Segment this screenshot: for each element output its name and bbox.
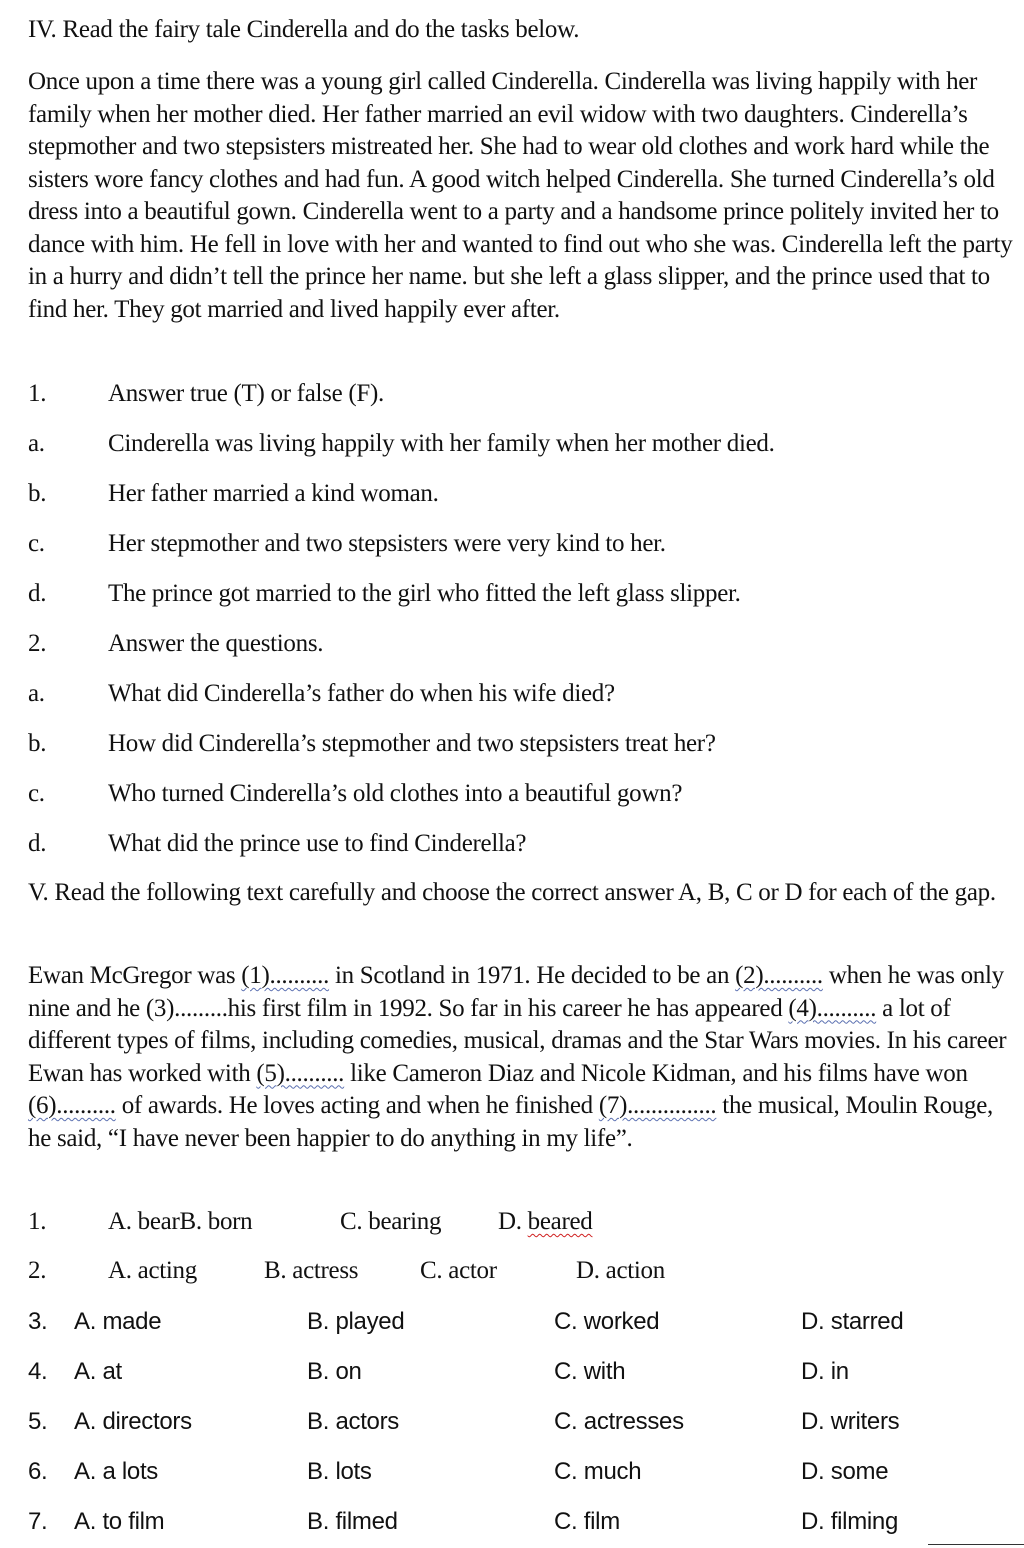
option-b: B. on [307, 1358, 362, 1385]
option-c: C. actresses [554, 1408, 684, 1435]
item-letter: c. [28, 530, 45, 557]
option-b: B. filmed [307, 1508, 398, 1535]
gap-1: (1).......... [241, 962, 330, 989]
option-number: 2. [28, 1257, 47, 1284]
option-b: B. actors [307, 1408, 399, 1435]
ewan-mcgregor-passage [28, 960, 1013, 1155]
item-text: Who turned Cinderella’s old clothes into a beautiful gown? [108, 780, 683, 807]
option-number: 3. [28, 1308, 48, 1335]
item-text: Cinderella was living happily with her family when her mother died. [108, 430, 775, 457]
gap-5: (5).......... [256, 1059, 345, 1087]
option-number: 4. [28, 1358, 48, 1385]
passage-text: Ewan McGregor was [28, 962, 242, 989]
option-b: B. played [307, 1308, 405, 1335]
option-a: A. made [74, 1308, 162, 1335]
item-letter: d. [28, 830, 47, 857]
option-c: C. bearing [340, 1208, 442, 1235]
item-letter: c. [28, 780, 45, 807]
passage-text: in Scotland in 1971. He decided to be an [329, 962, 736, 989]
option-d: D. writers [801, 1408, 900, 1435]
item-text: Her father married a kind woman. [108, 480, 439, 507]
option-a: A. at [74, 1358, 122, 1385]
item-letter: b. [28, 480, 47, 507]
section-4-heading: IV. Read the fairy tale Cinderella and do the tasks below. [28, 16, 580, 43]
option-c: C. with [554, 1358, 626, 1385]
item-text: The prince got married to the girl who fitted the left glass slipper. [108, 580, 741, 607]
option-c: C. much [554, 1458, 642, 1485]
option-c: C. film [554, 1508, 620, 1535]
divider-line [928, 1544, 1024, 1545]
option-a: A. to film [74, 1508, 165, 1535]
section-5-heading: V. Read the following text carefully and choose the correct answer A, B, C or D for each of the gap. [28, 879, 996, 906]
passage-text: when he was only nine and he (3).........his first film in 1992. So far in his career he has appeared [28, 962, 1004, 1022]
passage-text: the musical, Moulin Rouge, he said, “I have never been happier to do anything in my life”. [28, 1092, 993, 1152]
option-d: D. action [576, 1257, 665, 1284]
option-d: D. starred [801, 1308, 904, 1335]
item-letter: a. [28, 680, 45, 707]
cinderella-story: Once upon a time there was a young girl called Cinderella. Cinderella was living happily with her family when her mother died. Her father married an evil widow with two daughters. Cinderella’s stepmother and two stepsisters mistreated her. She had to wear old clothes and work hard while the sisters wore fancy clothes and had fun. A good witch helped Cinderella. She turned Cinderella’s old dress into a beautiful gown. Cinderella went to a party and a handsome prince politely invited her to dance with him. He fell in love with her and wanted to find out who she was. Cinderella left the party in a hurry and didn’t tell the prince her name. but she left a glass slipper, and the prince used that to find her. They got married and lived happily ever after. [28, 68, 1013, 323]
item-letter: b. [28, 730, 47, 757]
passage-text: like Cameron Diaz and Nicole Kidman, and his films have won [344, 1059, 968, 1087]
option-c: C. worked [554, 1308, 660, 1335]
item-letter: a. [28, 430, 45, 457]
option-d-prefix: D. [498, 1208, 528, 1235]
option-d: D. some [801, 1458, 889, 1485]
option-a: A. directors [74, 1408, 192, 1435]
option-number: 7. [28, 1508, 48, 1535]
task-text: Answer true (T) or false (F). [108, 380, 384, 407]
option-d: D. in [801, 1358, 849, 1385]
option-d [498, 1205, 592, 1239]
task-number: 1. [28, 380, 47, 407]
option-a: A. a lots [74, 1458, 159, 1485]
item-letter: d. [28, 580, 47, 607]
gap-4: (4).......... [788, 994, 877, 1022]
item-text: What did the prince use to find Cinderella? [108, 830, 527, 857]
option-d-word: beared [527, 1208, 593, 1235]
task-number: 2. [28, 630, 47, 657]
passage-text: a lot of different types of films, including comedies, musical, dramas and the Star Wars movies. In his career Ewan has worked with [28, 994, 1007, 1087]
gap-7: (7)............... [598, 1092, 717, 1119]
task-text: Answer the questions. [108, 630, 324, 657]
option-number: 1. [28, 1208, 47, 1235]
option-b: B. lots [307, 1458, 372, 1485]
option-c: C. actor [420, 1257, 497, 1284]
gap-2: (2).......... [735, 962, 823, 989]
option-d: D. filming [801, 1508, 899, 1535]
item-text: Her stepmother and two stepsisters were very kind to her. [108, 530, 666, 557]
option-b: B. actress [264, 1257, 359, 1284]
option-number: 6. [28, 1458, 48, 1485]
option-a: A. bearB. born [108, 1208, 253, 1235]
gap-6: (6).......... [28, 1092, 116, 1119]
option-number: 5. [28, 1408, 48, 1435]
item-text: What did Cinderella’s father do when his wife died? [108, 680, 615, 707]
option-a: A. acting [108, 1257, 197, 1284]
item-text: How did Cinderella’s stepmother and two stepsisters treat her? [108, 730, 716, 757]
passage-text: of awards. He loves acting and when he finished [115, 1092, 599, 1119]
